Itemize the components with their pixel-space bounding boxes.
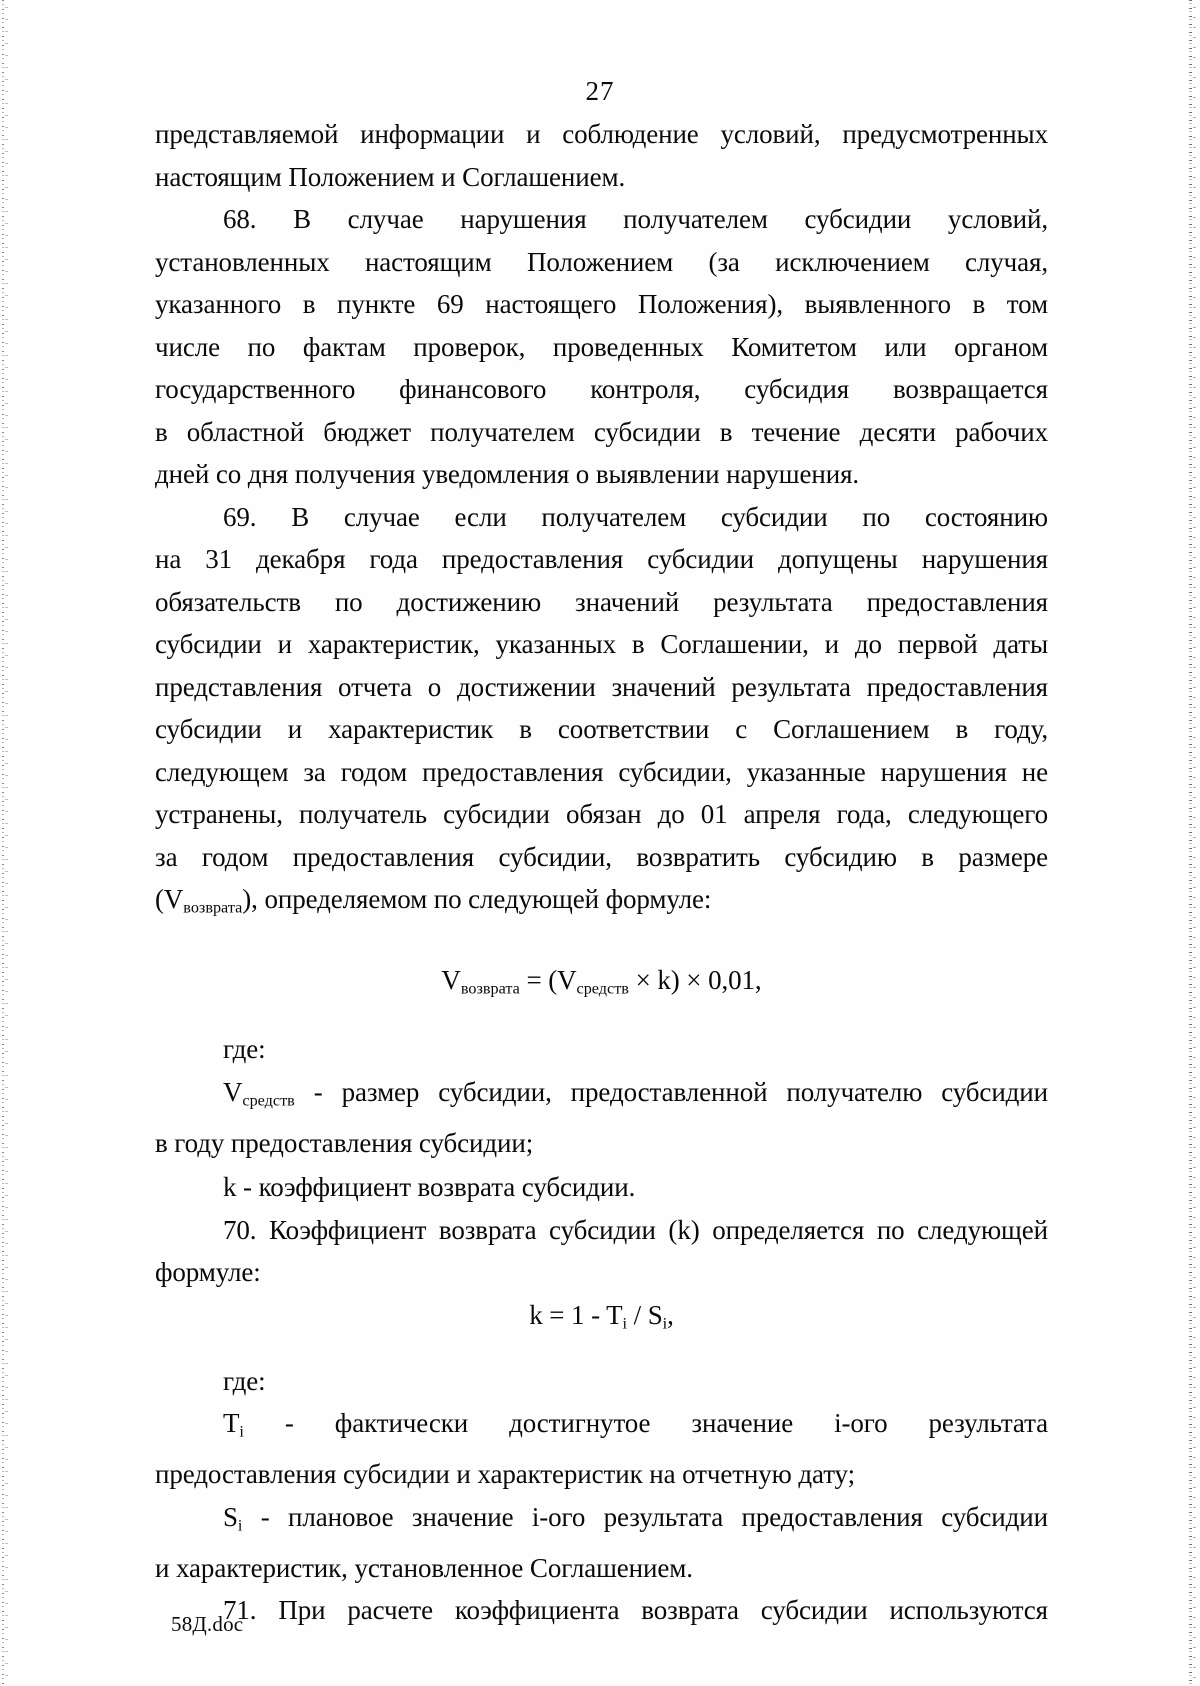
text-line-paragraph-71: 71. При расчете коэффициента возврата субсидии используются — [223, 1595, 1048, 1626]
text-segment: - плановое значение i-ого результата предоставления субсидии — [242, 1501, 1048, 1532]
subscript: i — [239, 1422, 244, 1441]
text-line: субсидии и характеристик, указанных в Соглашении, и до первой даты — [155, 629, 1048, 659]
subscript: возврата — [183, 898, 243, 917]
formula-segment: k = 1 - T — [529, 1299, 623, 1330]
text-line: устранены, получатель субсидии обязан до 01 апреля года, следующего — [155, 799, 1048, 829]
text-line: предоставления субсидии и характеристик на отчетную дату; — [155, 1459, 856, 1490]
text-line-paragraph-69: 69. В случае если получателем субсидии по состоянию — [223, 501, 1048, 532]
text-segment: S — [223, 1501, 238, 1532]
text-line: установленных настоящим Положением (за исключением случая, — [155, 246, 1048, 277]
text-segment: - размер субсидии, предоставленной получателю субсидии — [294, 1076, 1048, 1107]
formula-v-vozvrata — [155, 959, 1048, 1010]
subscript: возврата — [460, 979, 520, 998]
text-segment: ), определяемом по следующей формуле: — [242, 884, 712, 914]
text-line-paragraph-68: 68. В случае нарушения получателем субсидии условий, — [223, 204, 1048, 234]
document-body — [155, 113, 1048, 1632]
text-line: в областной бюджет получателем субсидии в течение десяти рабочих — [155, 416, 1048, 447]
text-line-s-definition — [155, 1496, 1048, 1547]
text-line-v-sredstv-definition — [155, 1071, 1048, 1122]
text-line: и характеристик, установленное Соглашением. — [155, 1552, 693, 1583]
formula-k — [155, 1294, 1048, 1345]
text-line: указанного в пункте 69 настоящего Положения), выявленного в том — [155, 289, 1048, 319]
text-line: представляемой информации и соблюдение условий, предусмотренных — [155, 119, 1048, 149]
text-line: следующем за годом предоставления субсидии, указанные нарушения не — [155, 756, 1048, 787]
scan-noise-left-edge — [2, 0, 9, 1686]
text-line-where: где: — [223, 1365, 266, 1396]
text-line: дней со дня получения уведомления о выявлении нарушения. — [155, 459, 860, 489]
text-line: в году предоставления субсидии; — [155, 1127, 534, 1158]
text-line-t-definition — [155, 1402, 1048, 1453]
text-line-v-vozvrata-intro — [155, 878, 1048, 929]
text-segment: V — [223, 1076, 243, 1107]
formula-segment: , — [667, 1299, 674, 1330]
subscript: средств — [242, 1091, 295, 1110]
text-line: субсидии и характеристик в соответствии с Соглашением в году, — [155, 714, 1048, 744]
text-line: государственного финансового контроля, субсидия возвращается — [155, 374, 1048, 404]
text-line: формуле: — [155, 1257, 261, 1288]
text-line: числе по фактам проверок, проведенных Комитетом или органом — [155, 331, 1048, 362]
formula-segment: / S — [627, 1299, 663, 1330]
text-line: на 31 декабря года предоставления субсидии допущены нарушения — [155, 544, 1048, 574]
page-number: 27 — [585, 76, 615, 106]
subscript: средств — [576, 979, 629, 998]
text-line: за годом предоставления субсидии, возвратить субсидию в размере — [155, 841, 1048, 872]
subscript: i — [622, 1314, 628, 1333]
text-segment: (V — [155, 884, 184, 914]
text-segment: T — [223, 1408, 240, 1439]
text-line-where: где: — [223, 1034, 266, 1065]
scan-noise-right-edge — [1188, 0, 1197, 1686]
subscript: i — [237, 1516, 243, 1535]
formula-segment: = (V — [519, 965, 577, 996]
text-line-paragraph-70: 70. Коэффициент возврата субсидии (k) определяется по следующей — [223, 1214, 1048, 1245]
formula-segment: × k) × 0,01, — [628, 965, 762, 996]
text-line: обязательств по достижению значений результата предоставления — [155, 586, 1048, 617]
text-line-k-definition: k - коэффициент возврата субсидии. — [223, 1172, 636, 1203]
subscript: i — [662, 1314, 668, 1333]
text-segment: - фактически достигнутое значение i-ого результата — [243, 1408, 1048, 1439]
footer-filename: 58Д.doc — [171, 1612, 244, 1636]
text-line: представления отчета о достижении значений результата предоставления — [155, 671, 1048, 702]
text-line: настоящим Положением и Соглашением. — [155, 161, 626, 192]
formula-segment: V — [441, 965, 461, 996]
